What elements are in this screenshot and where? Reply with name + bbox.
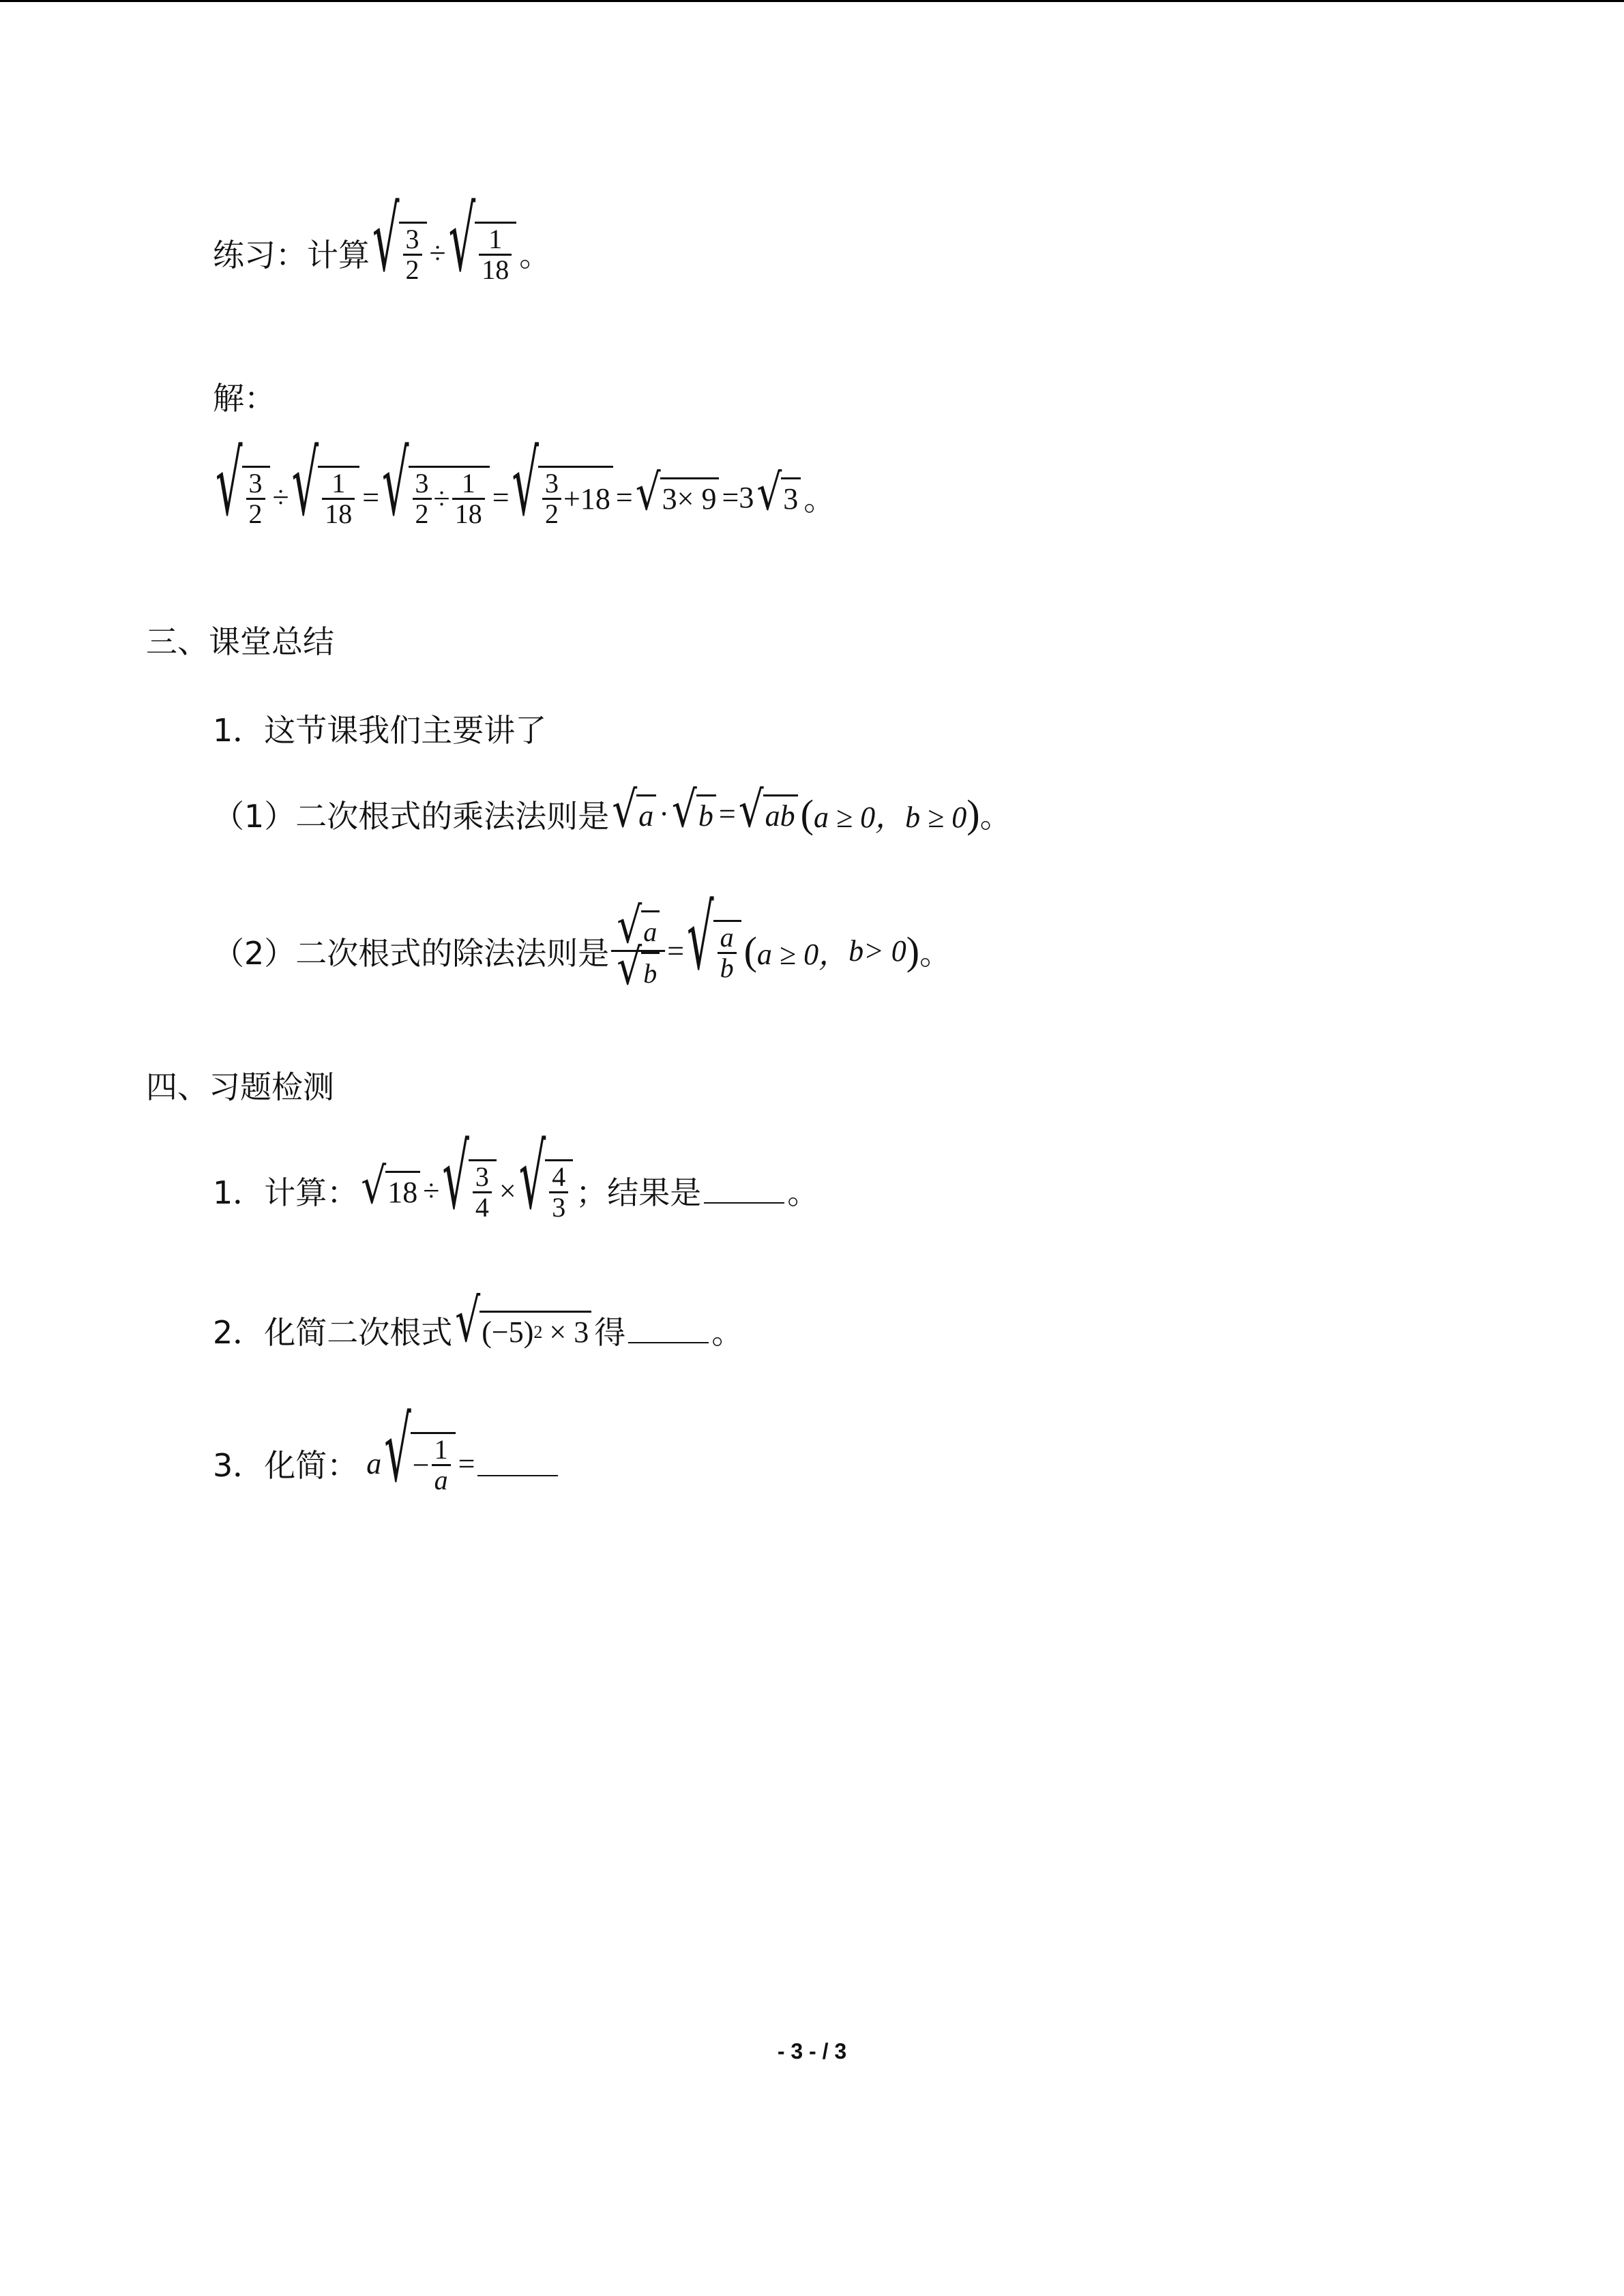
question-1: 1．计算： √ 18 ÷ √ $\frac{3}{4}$ × √ $\frac{4}{3}$ ；结果是 。 (213, 1124, 819, 1229)
question-2: 2．化简二次根式 √ (−5) 2 × 3 得 。 (213, 1285, 743, 1356)
practice-label: 练习：计算 (213, 237, 370, 273)
section3-title: 三、课堂总结 (146, 623, 334, 660)
sqrt-one-eighteenth: √ $\frac{1}{18}$ (449, 222, 517, 284)
question-3: 3．化简： a √ − $\frac{1}{a}$ = (213, 1432, 561, 1495)
answer-blank-1[interactable] (704, 1178, 784, 1204)
period: 。 (519, 237, 551, 273)
divide-symbol: ÷ (429, 236, 446, 270)
section4-title: 四、习题检测 (146, 1069, 334, 1105)
solution-label: 解： (213, 380, 276, 417)
answer-blank-3[interactable] (477, 1450, 558, 1476)
page-number: - 3 - / 3 (777, 2039, 847, 2063)
multiplication-rule: （1）二次根式的乘法法则是 √ a · √ b = √ ab ( a ≥ 0，b ≥ 0 ) 。 (213, 779, 1012, 838)
top-border-line (0, 0, 1624, 2)
solution-expression: √ $\frac{3}{2}$ ÷ √ $\frac{1}{18}$ = √ $\frac{3}{2}$ ÷ $\frac{1}{18}$ = √ $\frac{3}{2}$ +18 = √ 3× 9 = 3 √ 3 。 (216, 431, 836, 536)
answer-blank-2[interactable] (628, 1317, 709, 1343)
division-rule: （2）二次根式的除法法则是 √ a √ b = √ $\frac{a}{b}$ ( a ≥ 0， b> 0 ) 。 (213, 884, 951, 996)
sqrt-three-halves: √ $\frac{3}{2}$ (372, 222, 427, 284)
practice-line (213, 187, 551, 292)
section3-item1: 1．这节课我们主要讲了 (213, 712, 547, 749)
